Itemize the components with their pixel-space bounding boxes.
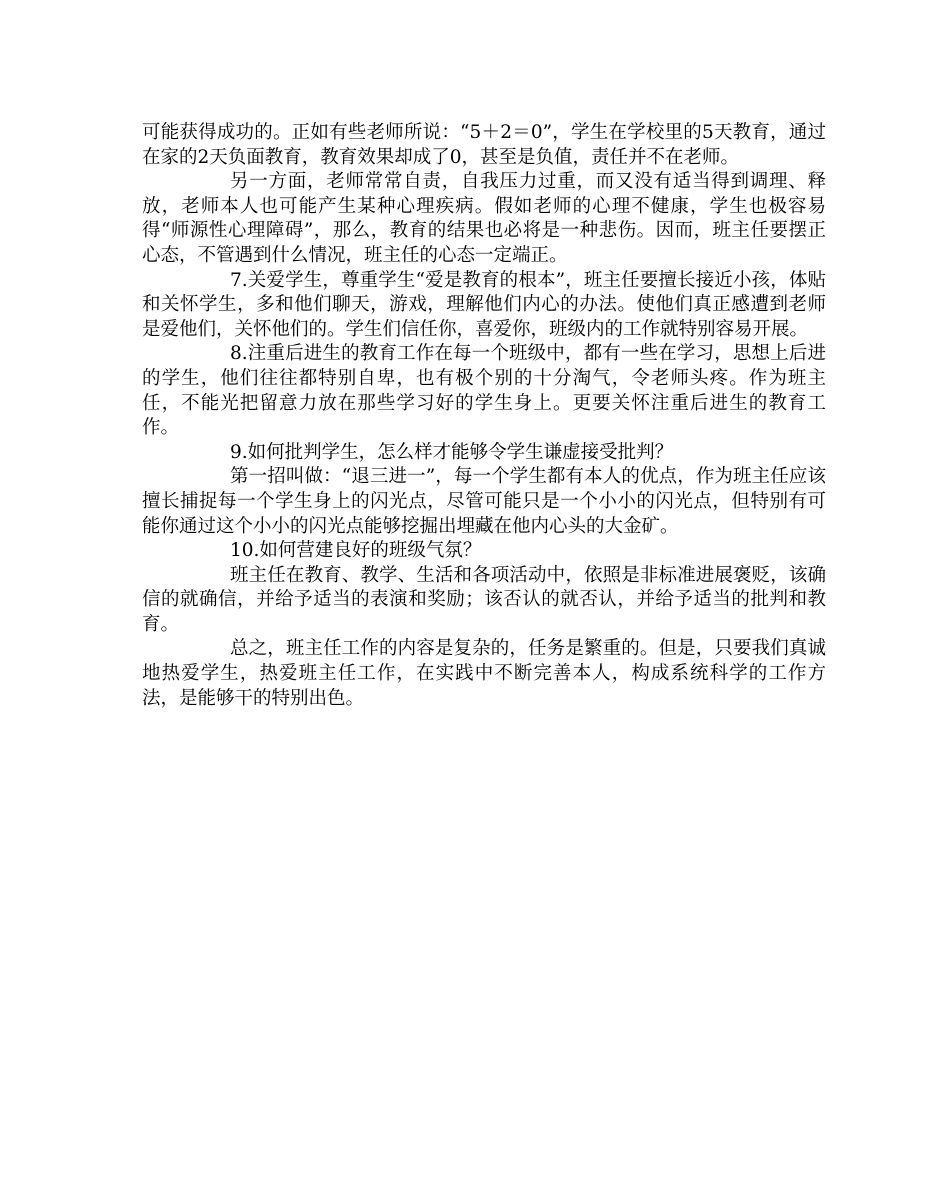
paragraph-7: 10.如何营建良好的班级气氛？ [230, 540, 482, 562]
paragraph-9: 总之，班主任工作的内容是复杂的，任务是繁重的。但是，只要我们真诚地热爱学生，热爱班主任工作，在实践中不断完善本人，构成系统科学的工作方法，是能够干的特别出色。 [142, 638, 826, 709]
paragraph-3: 7.关爱学生，尊重学生“爱是教育的根本”，班主任要擅长接近小孩，体贴和关怀学生，多和他们聊天，游戏，理解他们内心的办法。使他们真正感遭到老师是爱他们，关怀他们的。学生们信任你，喜爱你，班级内的工作就特别容易开展。 [142, 269, 826, 340]
paragraph-1: 可能获得成功的。正如有些老师所说：“5＋2＝0”，学生在学校里的5天教育，通过在家的2天负面教育，教育效果却成了0，甚至是负值，责任并不在老师。 [142, 122, 826, 168]
paragraph-8: 班主任在教育、教学、生活和各项活动中，依照是非标准进展褒贬，该确信的就确信，并给予适当的表演和奖励；该否认的就否认，并给予适当的批判和教育。 [142, 564, 826, 635]
paragraph-2: 另一方面，老师常常自责，自我压力过重，而又没有适当得到调理、释放，老师本人也可能产生某种心理疾病。假如老师的心理不健康，学生也极容易得“师源性心理障碍”，那么，教育的结果也必将是一种悲伤。因而，班主任要摆正心态，不管遇到什么情况，班主任的心态一定端正。 [142, 171, 826, 266]
paragraph-4: 8.注重后进生的教育工作在每一个班级中，都有一些在学习，思想上后进的学生，他们往往都特别自卑，也有极个别的十分淘气，令老师头疼。作为班主任，不能光把留意力放在那些学习好的学生身上。更要关怀注重后进生的教育工作。 [142, 343, 826, 439]
paragraph-6: 第一招叫做：“退三进一”，每一个学生都有本人的优点，作为班主任应该擅长捕捉每一个学生身上的闪光点，尽管可能只是一个小小的闪光点，但特别有可能你通过这个小小的闪光点能够挖掘出埋藏在他内心头的大金矿。 [142, 466, 826, 537]
paragraph-5: 9.如何批判学生，怎么样才能够令学生谦虚接受批判？ [230, 441, 674, 463]
document-body [142, 121, 826, 711]
